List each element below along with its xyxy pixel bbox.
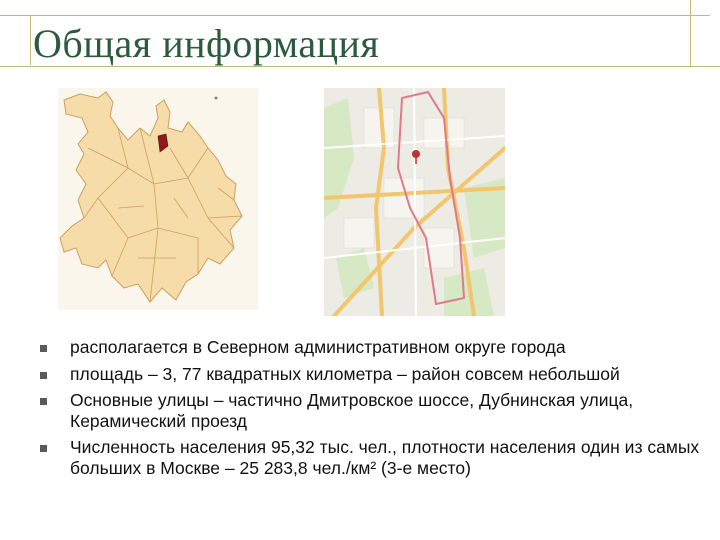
bullet-text: площадь – 3, 77 квадратных километра – район совсем небольшой [70, 363, 620, 384]
bullet-square-icon [40, 445, 47, 452]
slide-title: Общая информация [33, 21, 380, 66]
moscow-districts-map [58, 88, 258, 310]
top-rule [0, 15, 710, 16]
bullet-square-icon [40, 372, 47, 379]
right-rule [690, 0, 691, 66]
list-item [40, 390, 700, 431]
list-item [40, 337, 700, 358]
bullet-square-icon [40, 345, 47, 352]
bullet-list [40, 337, 700, 484]
bullet-square-icon [40, 398, 47, 405]
left-rule [30, 15, 31, 65]
list-item [40, 437, 700, 478]
bullet-text: располагается в Северном административном округе города [70, 337, 566, 357]
location-marker-icon [412, 150, 420, 158]
district-street-map [324, 88, 505, 316]
bullet-text: Численность населения 95,32 тыс. чел., плотности населения один из самых больших в Москве – 25 283,8 чел./км² (3-е место) [70, 437, 700, 478]
list-item [40, 364, 700, 385]
bullet-text: Основные улицы – частично Дмитровское шоссе, Дубнинская улица, Керамический проезд [70, 390, 634, 431]
